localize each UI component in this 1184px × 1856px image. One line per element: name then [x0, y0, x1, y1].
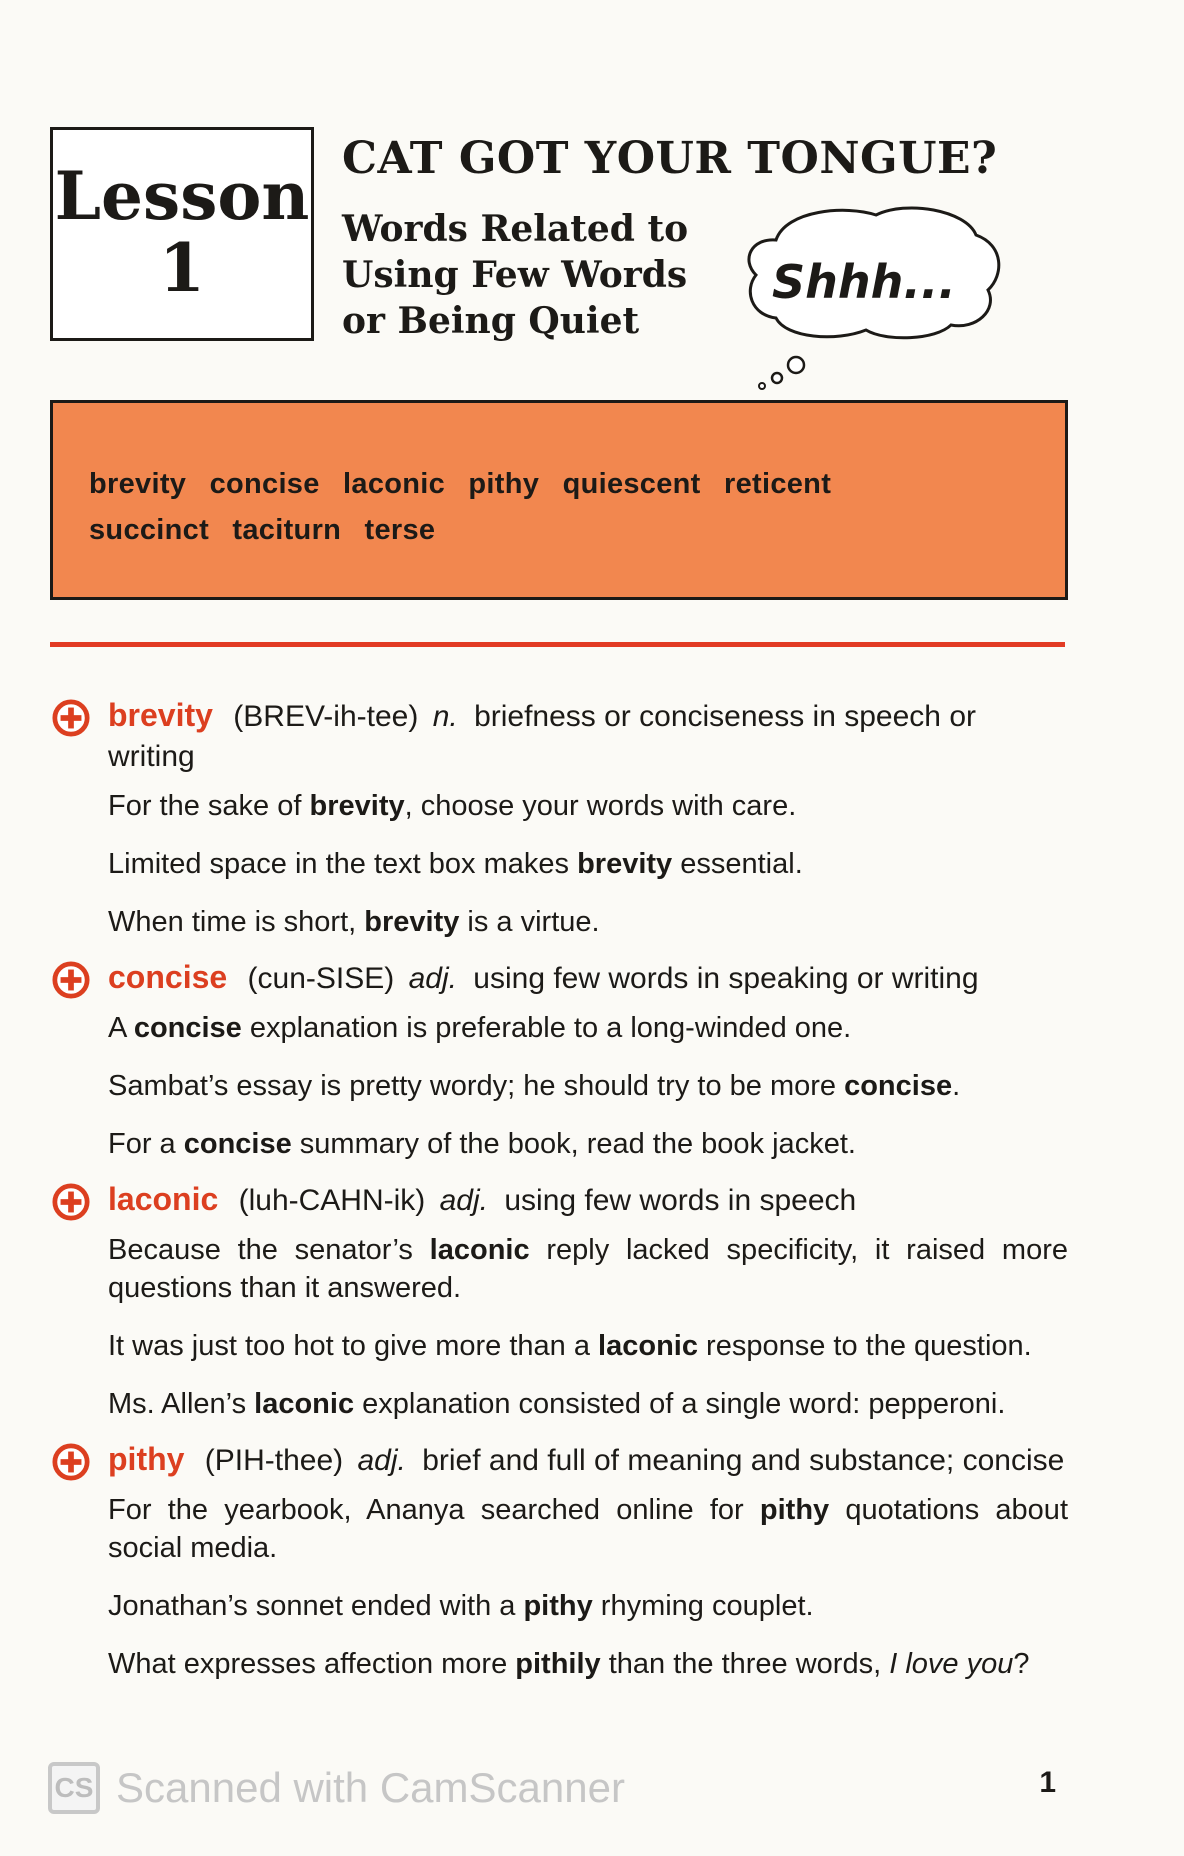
entry-definition: using few words in speaking or writing — [473, 962, 979, 995]
entry-heading — [52, 957, 1068, 999]
thought-bubble-icon — [736, 200, 1006, 400]
entry-definition: brief and full of meaning and substance; concise — [422, 1444, 1065, 1477]
word-list-item: quiescent — [562, 468, 701, 500]
example-sentence: When time is short, brevity is a virtue. — [108, 906, 600, 938]
subtitle-line: Words Related to — [342, 208, 689, 250]
entry-definition: using few words in speech — [504, 1184, 857, 1217]
word-list-item: laconic — [343, 468, 446, 500]
word-list-item: pithy — [468, 468, 540, 500]
entry-pronunciation: (luh-CAHN-ik) — [238, 1184, 426, 1217]
camscanner-logo-icon: CS — [48, 1762, 100, 1814]
example-sentence: What expresses affection more pithily than the three words, I love you? — [108, 1648, 1030, 1680]
audio-icon[interactable] — [52, 961, 90, 999]
example-sentence: Limited space in the text box makes brevity essential. — [108, 848, 803, 880]
word-list — [89, 461, 1029, 553]
entry-part-of-speech: adj. — [408, 962, 457, 995]
word-list-item: brevity — [89, 468, 187, 500]
word-list-item: concise — [209, 468, 320, 500]
page-number: 1 — [1039, 1766, 1056, 1799]
vocab-entry — [52, 1179, 1068, 1423]
lesson-title: CAT GOT YOUR TONGUE? — [342, 133, 998, 184]
vocab-entry — [52, 1439, 1068, 1683]
lesson-box — [50, 127, 314, 341]
lesson-label: Lesson — [54, 157, 310, 235]
audio-icon[interactable] — [52, 1183, 90, 1221]
word-list-item: terse — [364, 514, 436, 546]
example-sentence: For the sake of brevity, choose your words with care. — [108, 790, 797, 822]
vocab-entry — [52, 957, 1068, 1163]
entry-term: pithy — [108, 1441, 185, 1477]
entry-part-of-speech: adj. — [439, 1184, 488, 1217]
example-sentence: It was just too hot to give more than a laconic response to the question. — [108, 1330, 1032, 1362]
section-divider — [50, 642, 1065, 647]
entry-heading — [52, 1439, 1068, 1481]
scanner-watermark — [48, 1762, 625, 1814]
entry-term: concise — [108, 959, 228, 995]
example-sentence: Sambat’s essay is pretty wordy; he should try to be more concise. — [108, 1070, 961, 1102]
vocab-entry — [52, 695, 1068, 941]
bubble-text: Shhh... — [772, 255, 956, 309]
entry-term: laconic — [108, 1181, 219, 1217]
audio-icon[interactable] — [52, 699, 90, 737]
audio-icon[interactable] — [52, 1443, 90, 1481]
example-sentence: For the yearbook, Ananya searched online for pithy quotations about social media. — [108, 1494, 1068, 1564]
word-list-item: taciturn — [232, 514, 342, 546]
entry-pronunciation: (PIH-thee) — [204, 1444, 344, 1477]
example-sentence: For a concise summary of the book, read the book jacket. — [108, 1128, 856, 1160]
word-list-item: succinct — [89, 514, 210, 546]
entry-heading — [52, 695, 1068, 777]
watermark-text: Scanned with CamScanner — [116, 1764, 625, 1811]
lesson-number: 1 — [159, 229, 205, 307]
vocabulary-entries — [52, 695, 1068, 1699]
entry-definition: briefness or conciseness in speech or writing — [108, 700, 976, 773]
word-list-box — [50, 400, 1068, 600]
lesson-subtitle — [342, 206, 688, 344]
entry-part-of-speech: adj. — [357, 1444, 406, 1477]
entry-pronunciation: (BREV-ih-tee) — [233, 700, 419, 733]
subtitle-line: Using Few Words — [342, 254, 688, 296]
example-sentence: Because the senator’s laconic reply lacked specificity, it raised more questions than it answered. — [108, 1234, 1068, 1304]
example-sentence: Ms. Allen’s laconic explanation consisted of a single word: pepperoni. — [108, 1388, 1006, 1420]
subtitle-line: or Being Quiet — [342, 300, 640, 342]
entry-pronunciation: (cun-SISE) — [247, 962, 395, 995]
entry-term: brevity — [108, 697, 213, 733]
word-list-item: reticent — [724, 468, 832, 500]
entry-heading — [52, 1179, 1068, 1221]
example-sentence: Jonathan’s sonnet ended with a pithy rhyming couplet. — [108, 1590, 814, 1622]
entry-part-of-speech: n. — [432, 700, 458, 733]
example-sentence: A concise explanation is preferable to a long-winded one. — [108, 1012, 852, 1044]
